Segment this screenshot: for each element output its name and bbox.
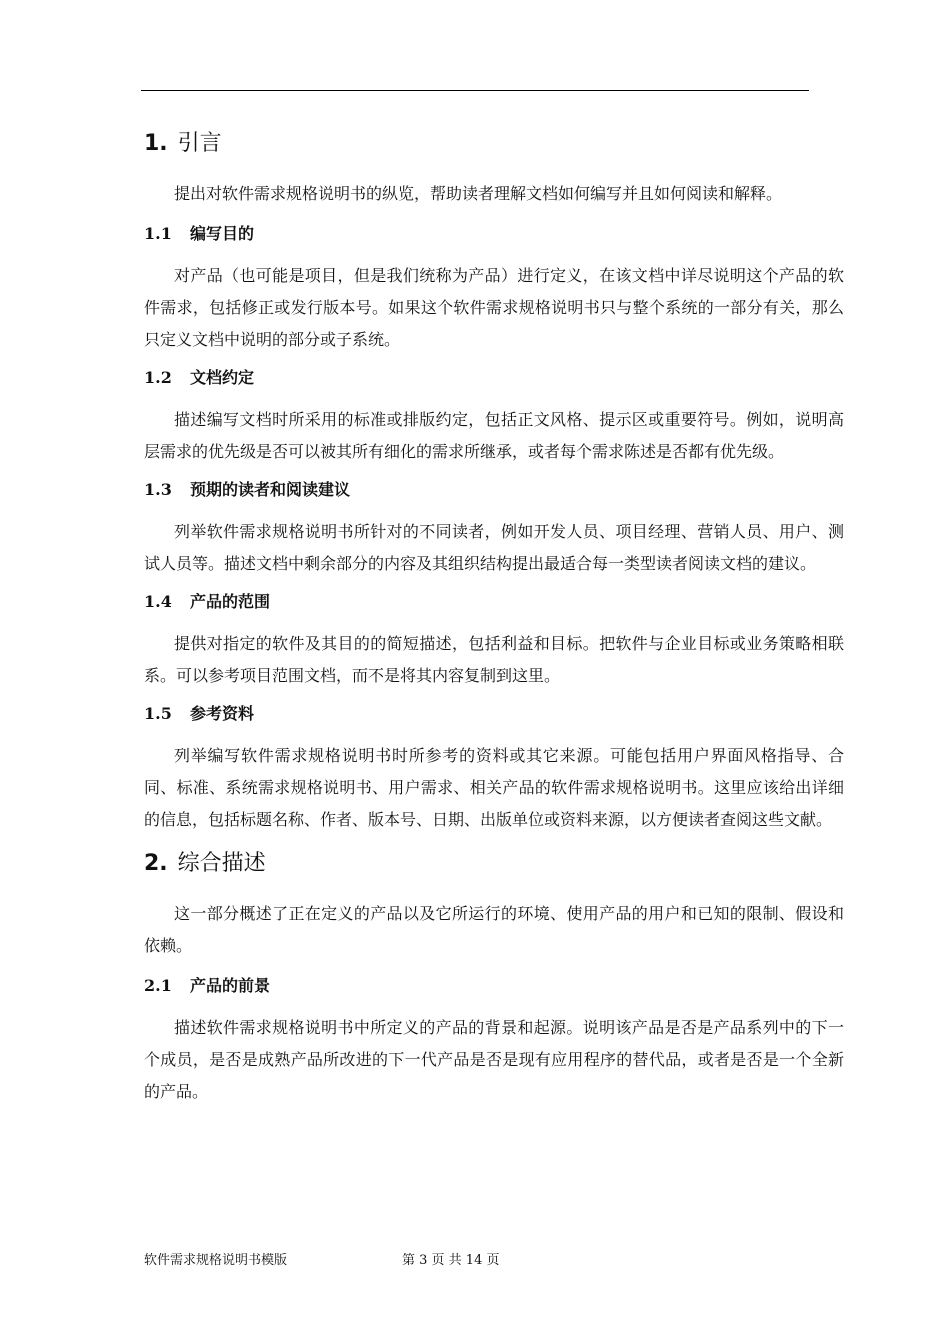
subsection-heading: 1.2 文档约定	[144, 368, 255, 387]
footer-page-number: 第 3 页 共 14 页	[402, 1253, 500, 1268]
section-intro: 这一部分概述了正在定义的产品以及它所运行的环境、使用产品的用户和已知的限制、假设和依赖。	[144, 904, 844, 955]
subsection-heading: 1.4 产品的范围	[144, 592, 271, 611]
footer-doc-name: 软件需求规格说明书模版	[144, 1253, 288, 1268]
subsection-heading: 2.1 产品的前景	[144, 976, 271, 995]
subsection-text: 对产品（也可能是项目，但是我们统称为产品）进行定义，在该文档中详尽说明这个产品的软件需求，包括修正或发行版本号。如果这个软件需求规格说明书只与整个系统的一部分有关，那么只定义文档中说明的部分或子系统。	[144, 266, 844, 349]
document-body	[144, 128, 844, 1108]
subsection-text: 列举编写软件需求规格说明书时所参考的资料或其它来源。可能包括用户界面风格指导、合同、标准、系统需求规格说明书、用户需求、相关产品的软件需求规格说明书。这里应该给出详细的信息，包括标题名称、作者、版本号、日期、出版单位或资料来源，以方便读者查阅这些文献。	[144, 746, 844, 829]
subsection-heading: 1.3 预期的读者和阅读建议	[144, 480, 351, 499]
subsection-text: 提供对指定的软件及其目的的简短描述，包括利益和目标。把软件与企业目标或业务策略相联系。可以参考项目范围文档，而不是将其内容复制到这里。	[144, 634, 844, 685]
subsection-text: 描述软件需求规格说明书中所定义的产品的背景和起源。说明该产品是否是产品系列中的下一个成员，是否是成熟产品所改进的下一代产品是否是现有应用程序的替代品，或者是否是一个全新的产品。	[144, 1018, 844, 1101]
subsection-text: 描述编写文档时所采用的标准或排版约定，包括正文风格、提示区或重要符号。例如，说明高层需求的优先级是否可以被其所有细化的需求所继承，或者每个需求陈述是否都有优先级。	[144, 410, 844, 461]
subsection-heading: 1.5 参考资料	[144, 704, 255, 723]
subsection-heading: 1.1 编写目的	[144, 224, 255, 243]
section-intro: 提出对软件需求规格说明书的纵览，帮助读者理解文档如何编写并且如何阅读和解释。	[174, 184, 783, 203]
header-rule	[141, 90, 809, 91]
section-heading: 1. 引言	[144, 131, 222, 156]
subsection-text: 列举软件需求规格说明书所针对的不同读者，例如开发人员、项目经理、营销人员、用户、测试人员等。描述文档中剩余部分的内容及其组织结构提出最适合每一类型读者阅读文档的建议。	[144, 522, 844, 573]
section-heading: 2. 综合描述	[144, 851, 266, 876]
